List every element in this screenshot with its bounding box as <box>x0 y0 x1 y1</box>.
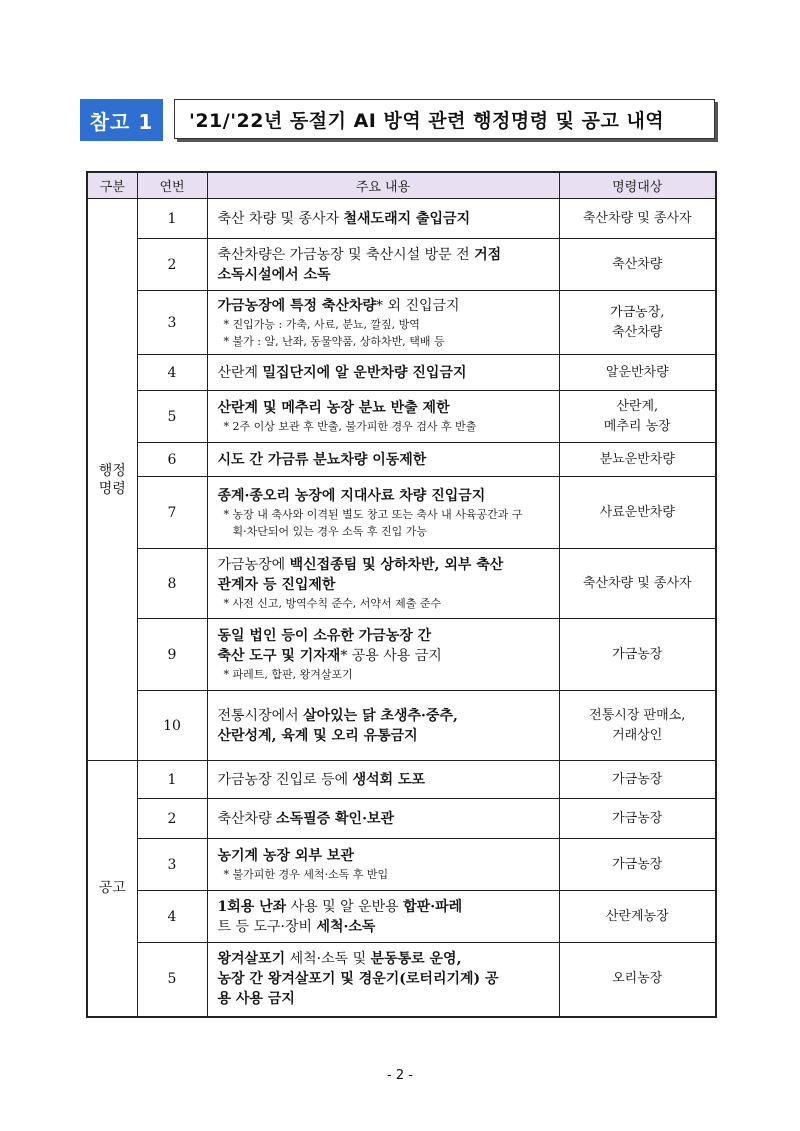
row-content: 가금농장 진입로 등에 생석회 도포 <box>207 761 559 799</box>
category-admin-order: 행정 명령 <box>87 199 137 761</box>
row-number: 3 <box>137 839 207 891</box>
row-target: 가금농장 <box>559 799 716 839</box>
row-target: 가금농장 <box>559 761 716 799</box>
row-number: 4 <box>137 891 207 943</box>
table-row <box>87 799 716 839</box>
row-number: 6 <box>137 443 207 477</box>
page-number: - 2 - <box>387 1068 413 1083</box>
table-row <box>87 691 716 761</box>
col-header-number: 연번 <box>137 172 207 199</box>
table-row <box>87 619 716 691</box>
row-number: 5 <box>137 943 207 1017</box>
row-target: 가금농장 <box>559 839 716 891</box>
col-header-content: 주요 내용 <box>207 172 559 199</box>
row-content: 시도 간 가금류 분뇨차량 이동제한 <box>207 443 559 477</box>
row-target: 오리농장 <box>559 943 716 1017</box>
row-target: 축산차량 및 종사자 <box>559 549 716 619</box>
row-number: 8 <box>137 549 207 619</box>
table-row <box>87 443 716 477</box>
row-number: 9 <box>137 619 207 691</box>
row-target: 사료운반차량 <box>559 477 716 549</box>
row-number: 2 <box>137 239 207 291</box>
row-content: 축산 차량 및 종사자 철새도래지 출입금지 <box>207 199 559 239</box>
table-row <box>87 549 716 619</box>
category-notice: 공고 <box>87 761 137 1017</box>
row-number: 1 <box>137 761 207 799</box>
row-target: 분뇨운반차량 <box>559 443 716 477</box>
orders-table <box>86 171 717 1018</box>
row-content: 1회용 난좌 사용 및 알 운반용 합판·파레 트 등 도구·장비 세척·소독 <box>207 891 559 943</box>
row-content: 산란계 및 메추리 농장 분뇨 반출 제한 * 2주 이상 보관 후 반출, 불가피한 경우 검사 후 반출 <box>207 391 559 443</box>
table-row <box>87 355 716 391</box>
col-header-target: 명령대상 <box>559 172 716 199</box>
row-number: 10 <box>137 691 207 761</box>
table-row <box>87 239 716 291</box>
row-content: 왕겨살포기 세척·소독 및 분동통로 운영, 농장 간 왕겨살포기 및 경운기(로터리기계) 공 용 사용 금지 <box>207 943 559 1017</box>
reference-badge: 참고 1 <box>80 99 163 141</box>
row-target: 가금농장 <box>559 619 716 691</box>
row-content: 전통시장에서 살아있는 닭 초생추·중추, 산란성계, 육계 및 오리 유통금지 <box>207 691 559 761</box>
row-target: 축산차량 및 종사자 <box>559 199 716 239</box>
header <box>80 99 717 141</box>
row-target: 알운반차량 <box>559 355 716 391</box>
col-header-category: 구분 <box>87 172 137 199</box>
table-row <box>87 761 716 799</box>
table-row <box>87 477 716 549</box>
row-content: 산란계 밀집단지에 알 운반차량 진입금지 <box>207 355 559 391</box>
row-number: 5 <box>137 391 207 443</box>
row-content: 가금농장에 백신접종팀 및 상하차반, 외부 축산 관계자 등 진입제한 * 사전 신고, 방역수칙 준수, 서약서 제출 준수 <box>207 549 559 619</box>
row-number: 7 <box>137 477 207 549</box>
table-row <box>87 391 716 443</box>
row-number: 1 <box>137 199 207 239</box>
page-title: '21/'22년 동절기 AI 방역 관련 행정명령 및 공고 내역 <box>174 99 715 139</box>
row-target: 산란계농장 <box>559 891 716 943</box>
table-row <box>87 839 716 891</box>
table-row <box>87 943 716 1017</box>
row-content: 축산차량은 가금농장 및 축산시설 방문 전 거점 소독시설에서 소독 <box>207 239 559 291</box>
table-row <box>87 291 716 355</box>
row-content: 농기계 농장 외부 보관 * 불가피한 경우 세척·소독 후 반입 <box>207 839 559 891</box>
row-target: 가금농장, 축산차량 <box>559 291 716 355</box>
row-content: 종계·종오리 농장에 지대사료 차량 진입금지 * 농장 내 축사와 이격된 별도 창고 또는 축사 내 사육공간과 구 획·차단되어 있는 경우 소독 후 진입 가능 <box>207 477 559 549</box>
row-target: 축산차량 <box>559 239 716 291</box>
row-number: 3 <box>137 291 207 355</box>
table-row <box>87 199 716 239</box>
table-row <box>87 891 716 943</box>
row-number: 4 <box>137 355 207 391</box>
row-content: 축산차량 소독필증 확인·보관 <box>207 799 559 839</box>
table-header-row <box>87 172 716 199</box>
row-content: 동일 법인 등이 소유한 가금농장 간 축산 도구 및 기자재* 공용 사용 금지 * 파레트, 합판, 왕겨살포기 <box>207 619 559 691</box>
row-content: 가금농장에 특정 축산차량* 외 진입금지 * 진입가능 : 가축, 사료, 분뇨, 깔짚, 방역 * 불가 : 알, 난좌, 동물약품, 상하차반, 택배 등 <box>207 291 559 355</box>
row-number: 2 <box>137 799 207 839</box>
row-target: 산란계, 메추리 농장 <box>559 391 716 443</box>
row-target: 전통시장 판매소, 거래상인 <box>559 691 716 761</box>
